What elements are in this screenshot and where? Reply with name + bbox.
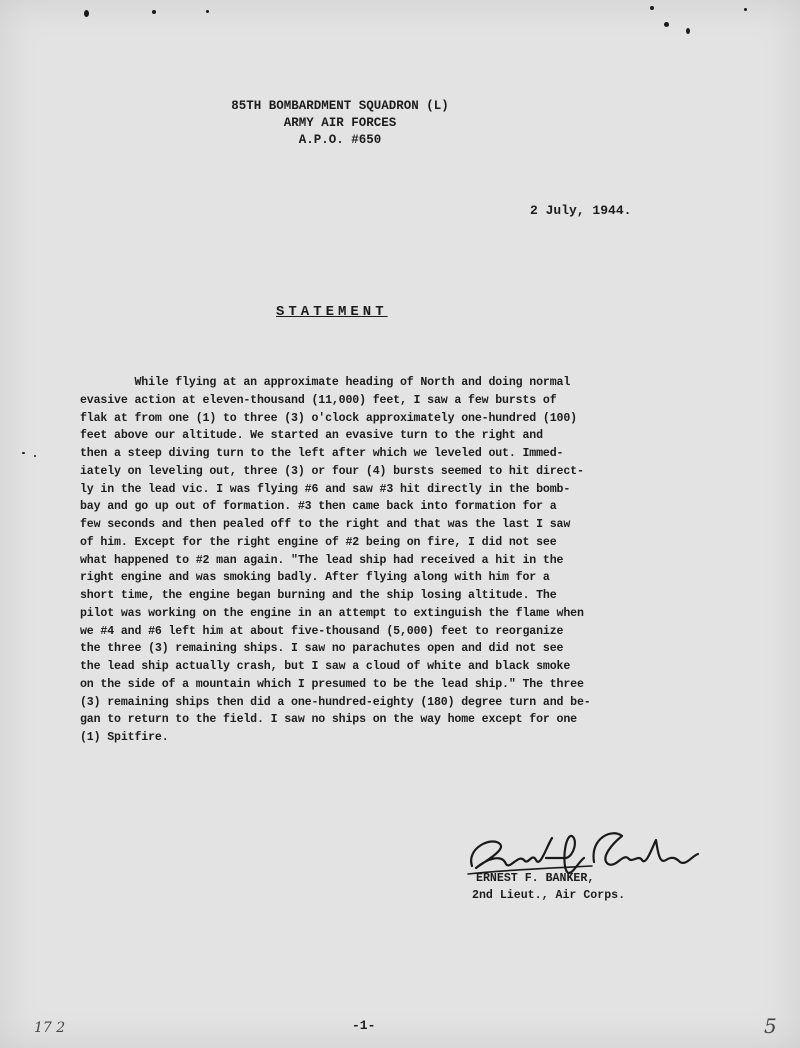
statement-line: flak at from one (1) to three (3) o'clock approximately one-hundred (100) [80, 411, 577, 425]
scan-speck [686, 28, 690, 34]
letterhead [200, 98, 480, 149]
scan-speck [152, 10, 156, 14]
document-date: 2 July, 1944. [530, 203, 632, 218]
statement-line: the lead ship actually crash, but I saw a cloud of white and black smoke [80, 660, 571, 673]
letterhead-apo: A.P.O. #650 [298, 133, 382, 147]
statement-line: on the side of a mountain which I presumed to be the lead ship." The three [80, 677, 584, 691]
statement-line: short time, the engine began burning and the ship losing altitude. The [80, 589, 557, 602]
margin-mark-bottom-right: 5 [764, 1014, 777, 1038]
statement-line: pilot was working on the engine in an attempt to extinguish the flame when [80, 606, 584, 620]
scan-speck [744, 8, 747, 11]
scan-speck [84, 10, 89, 17]
scan-speck [650, 6, 654, 10]
statement-line: the three (3) remaining ships. I saw no parachutes open and did not see [80, 642, 564, 656]
scan-speck [206, 10, 209, 13]
statement-line: right engine and was smoking badly. After flying along with him for a [80, 571, 550, 585]
statement-line: feet above our altitude. We started an evasive turn to the right and [80, 429, 543, 443]
scan-speck [22, 452, 25, 454]
page-number: -1- [352, 1018, 376, 1033]
letterhead-squadron: 85TH BOMBARDMENT SQUADRON (L) [231, 99, 449, 113]
signer-rank: 2nd Lieut., Air Corps. [472, 889, 626, 902]
statement-body [80, 374, 720, 747]
statement-line: few seconds and then pealed off to the right and that was the last I saw [80, 518, 571, 531]
statement-line: of him. Except for the right engine of #2 being on fire, I did not see [80, 535, 557, 549]
statement-line: gan to return to the field. I saw no ships on the way home except for one [80, 713, 577, 727]
statement-line: iately on leveling out, three (3) or four (4) bursts seemed to hit direct- [80, 464, 584, 478]
statement-line: what happened to #2 man again. "The lead ship had received a hit in the [80, 553, 564, 567]
statement-line: While flying at an approximate heading of North and doing normal [80, 376, 571, 389]
statement-line: ly in the lead vic. I was flying #6 and saw #3 hit directly in the bomb- [80, 482, 571, 496]
statement-line: then a steep diving turn to the left after which we leveled out. Immed- [80, 447, 564, 460]
statement-line: bay and go up out of formation. #3 then came back into formation for a [80, 500, 557, 514]
scan-speck [664, 22, 669, 27]
signer-name: ERNEST F. BANKER, [476, 872, 595, 885]
margin-mark-bottom-left: 17 2 [34, 1020, 66, 1036]
statement-line: evasive action at eleven-thousand (11,000) feet, I saw a few bursts of [80, 393, 557, 407]
letterhead-branch: ARMY AIR FORCES [283, 116, 397, 130]
statement-line: we #4 and #6 left him at about five-thousand (5,000) feet to reorganize [80, 624, 564, 638]
document-title: STATEMENT [276, 304, 388, 320]
statement-line: (1) Spitfire. [80, 731, 169, 744]
signature-block [472, 870, 625, 904]
statement-line: (3) remaining ships then did a one-hundred-eighty (180) degree turn and be- [80, 695, 591, 709]
scan-speck [34, 455, 36, 457]
